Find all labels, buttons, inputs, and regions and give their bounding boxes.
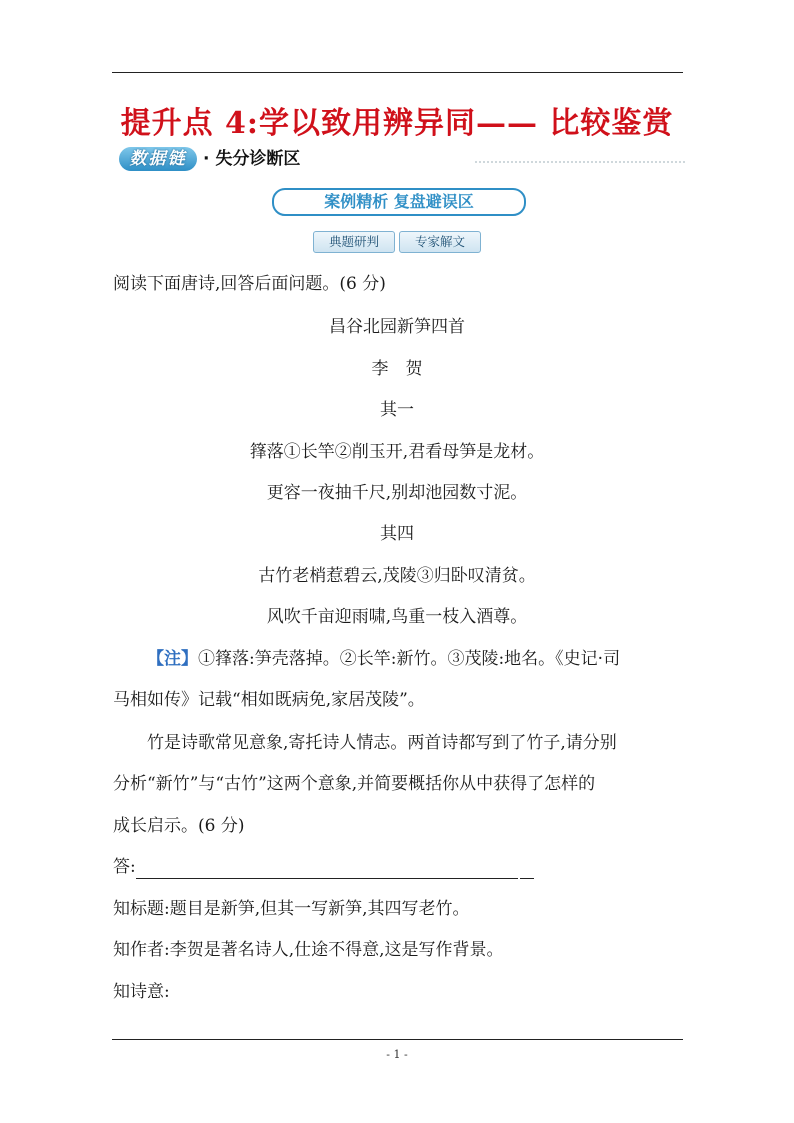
answer-blank[interactable] <box>136 862 518 879</box>
note-text: ①箨落:笋壳落掉。②长竿:新竹。③茂陵:地名。《史记·司 <box>198 649 621 669</box>
banner-divider <box>475 161 685 163</box>
top-rule <box>112 72 683 73</box>
analysis-author-hint: 知作者:李贺是著名诗人,仕途不得意,这是写作背景。 <box>113 940 504 960</box>
prompt-line: 竹是诗歌常见意象,寄托诗人情志。两首诗都写到了竹子,请分别 <box>147 733 617 753</box>
data-chain-badge: 数据链 <box>119 147 197 171</box>
page-title: 提升点 4:学以致用辨异同—— 比较鉴赏 <box>120 106 674 141</box>
analysis-meaning-hint: 知诗意: <box>113 982 170 1002</box>
bottom-rule <box>112 1039 683 1040</box>
answer-label: 答: <box>113 857 136 877</box>
answer-row <box>113 855 534 879</box>
tab-typical-question[interactable]: 典题研判 <box>313 231 395 253</box>
answer-blank-tail <box>520 862 534 879</box>
question-intro: 阅读下面唐诗,回答后面问题。(6 分) <box>113 274 386 294</box>
case-banner: 案例精析 复盘避误区 <box>272 188 526 216</box>
poem-line: 风吹千亩迎雨啸,鸟重一枝入酒尊。 <box>266 607 528 627</box>
analysis-title-hint: 知标题:题目是新笋,但其一写新笋,其四写老竹。 <box>113 899 470 919</box>
poem-line: 古竹老梢惹碧云,茂陵③归卧叹清贫。 <box>258 566 536 586</box>
prompt-line: 成长启示。(6 分) <box>113 816 245 836</box>
poem-section-1: 其一 <box>380 400 414 420</box>
prompt-line: 分析“新竹”与“古竹”这两个意象,并简要概括你从中获得了怎样的 <box>113 774 596 794</box>
poem-section-4: 其四 <box>380 524 414 544</box>
tab-group <box>313 231 483 253</box>
poem-title: 昌谷北园新笋四首 <box>329 317 465 337</box>
tab-expert-analysis[interactable]: 专家解文 <box>399 231 481 253</box>
page-number: - 1 - <box>386 1048 408 1061</box>
poem-author: 李 贺 <box>371 359 423 379</box>
section-banner <box>115 145 685 173</box>
note-tag: 【注】 <box>147 649 198 669</box>
poem-line: 箨落①长竿②削玉开,君看母笋是龙材。 <box>249 442 545 462</box>
poem-line: 更容一夜抽千尺,别却池园数寸泥。 <box>266 483 528 503</box>
note-line <box>147 647 620 671</box>
badge-label: · 失分诊断区 <box>203 149 301 169</box>
note-line: 马相如传》记载“相如既病免,家居茂陵”。 <box>113 690 425 710</box>
